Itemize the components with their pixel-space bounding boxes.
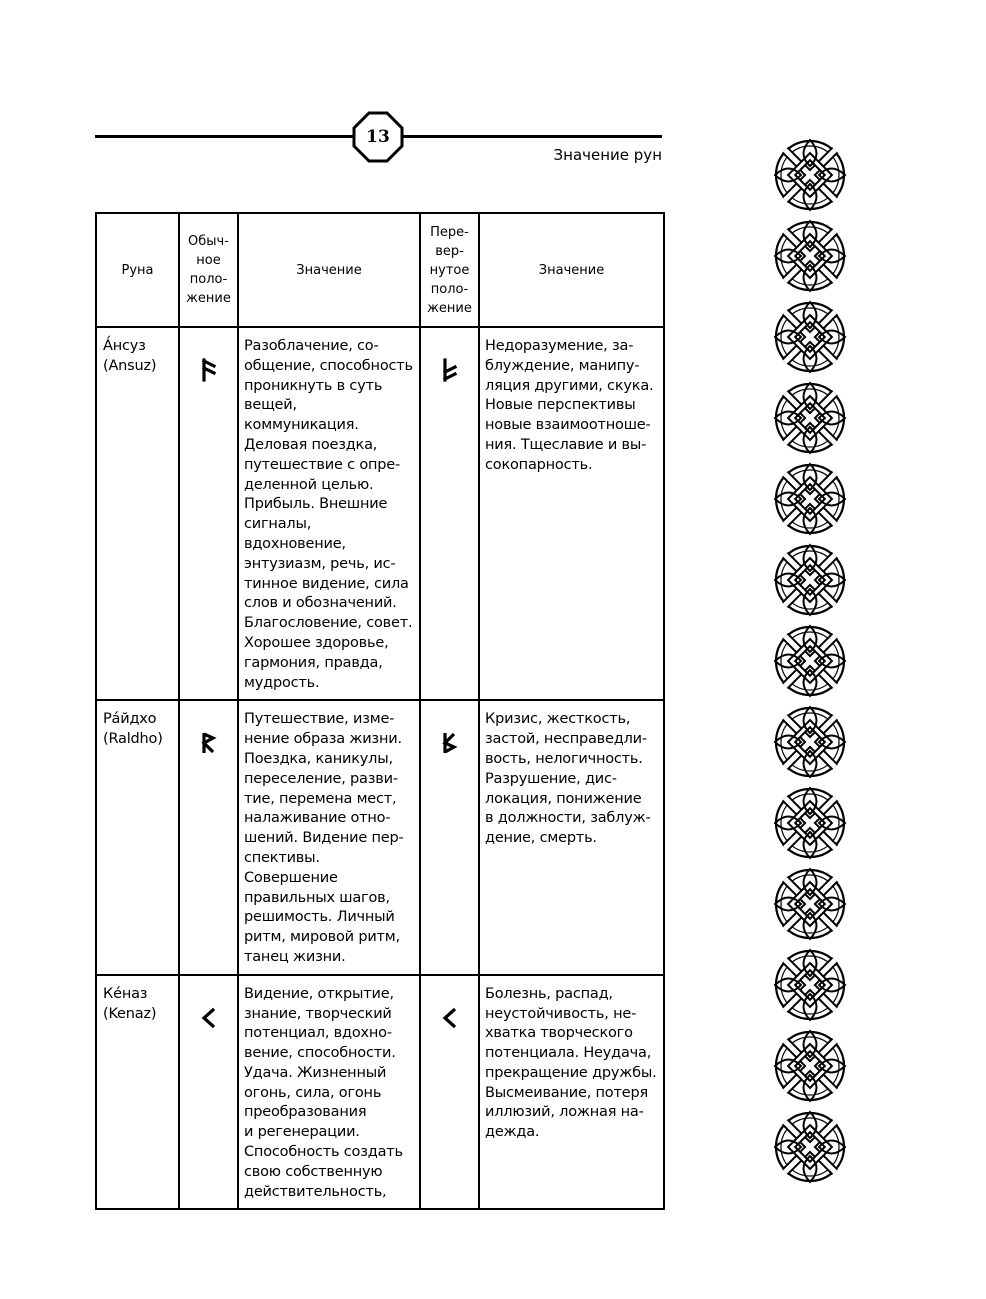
celtic-knot-border: [771, 136, 851, 1189]
celtic-knot-icon: [771, 622, 849, 700]
reversed-meaning: Болезнь, распад, неустойчивость, не- хватка творческого потенциала. Неудача, прекращение дружбы. Высмеивание, потеря иллюзий, ложная на- дежда.: [479, 975, 664, 1210]
celtic-knot-icon: [771, 298, 849, 376]
reversed-meaning: Кризис, жесткость, застой, несправедли- вость, нелогичность. Разрушение, дис- локация, понижение в должности, заблуж- дение, смерть.: [479, 700, 664, 974]
celtic-knot-icon: [771, 379, 849, 457]
celtic-knot-icon: [771, 784, 849, 862]
header-rule-right: [400, 135, 662, 138]
kenaz-rune-icon: [199, 1006, 219, 1030]
table-row: [96, 700, 664, 974]
celtic-knot-icon: [771, 865, 849, 943]
reversed-rune-cell: [420, 975, 479, 1210]
celtic-knot-icon: [771, 217, 849, 295]
celtic-knot-icon: [771, 1027, 849, 1105]
col-header-reversed-meaning: Значение: [479, 213, 664, 327]
rune-name: Ра́йдхо (Raldho): [96, 700, 179, 974]
celtic-knot-icon: [771, 460, 849, 538]
col-header-upright: Обыч- ное поло- жение: [179, 213, 238, 327]
col-header-meaning: Значение: [238, 213, 420, 327]
upright-rune-cell: [179, 327, 238, 700]
upright-rune-cell: [179, 700, 238, 974]
kenaz-rune-reversed-icon: [440, 1006, 460, 1030]
raidho-rune-reversed-icon: [440, 731, 460, 755]
upright-meaning: Видение, открытие, знание, творческий потенциал, вдохно- вение, способности. Удача. Жизненный огонь, сила, огонь преобразования и регенерации. Способность создать свою собственную действительность,: [238, 975, 420, 1210]
col-header-reversed: Пере- вер- нутое поло- жение: [420, 213, 479, 327]
page-number-badge: [352, 111, 404, 163]
running-title: Значение рун: [553, 146, 662, 164]
ansuz-rune-reversed-icon: [440, 358, 460, 382]
rune-table: [95, 212, 665, 1210]
upright-meaning: Разоблачение, со- общение, способность проникнуть в суть вещей, коммуникация. Деловая поездка, путешествие с опре- деленной целью. Прибыль. Внешние сигналы, вдохновение, энтузиазм, речь, ис- тинное видение, сила слов и обозначений. Благословение, совет. Хорошее здоровье, гармония, правда, мудрость.: [238, 327, 420, 700]
celtic-knot-icon: [771, 703, 849, 781]
header-rule-left: [95, 135, 357, 138]
reversed-rune-cell: [420, 327, 479, 700]
celtic-knot-icon: [771, 1108, 849, 1186]
col-header-rune: Руна: [96, 213, 179, 327]
upright-meaning: Путешествие, изме- нение образа жизни. Поездка, каникулы, переселение, разви- тие, перемена мест, налаживание отно- шений. Видение пер- спективы. Совершение правильных шагов, решимость. Личный ритм, мировой ритм, танец жизни.: [238, 700, 420, 974]
table-header-row: [96, 213, 664, 327]
reversed-meaning: Недоразумение, за- блуждение, манипу- ляция другими, скука. Новые перспективы новые взаимоотноше- ния. Тщеславие и вы- сокопарность.: [479, 327, 664, 700]
celtic-knot-icon: [771, 136, 849, 214]
ansuz-rune-icon: [199, 358, 219, 382]
upright-rune-cell: [179, 975, 238, 1210]
rune-name: Ке́наз (Kenaz): [96, 975, 179, 1210]
table-row: [96, 975, 664, 1210]
page-number: 13: [366, 127, 390, 147]
rune-name: А́нсуз (Ansuz): [96, 327, 179, 700]
table-row: [96, 327, 664, 700]
reversed-rune-cell: [420, 700, 479, 974]
celtic-knot-icon: [771, 541, 849, 619]
raidho-rune-icon: [199, 731, 219, 755]
celtic-knot-icon: [771, 946, 849, 1024]
